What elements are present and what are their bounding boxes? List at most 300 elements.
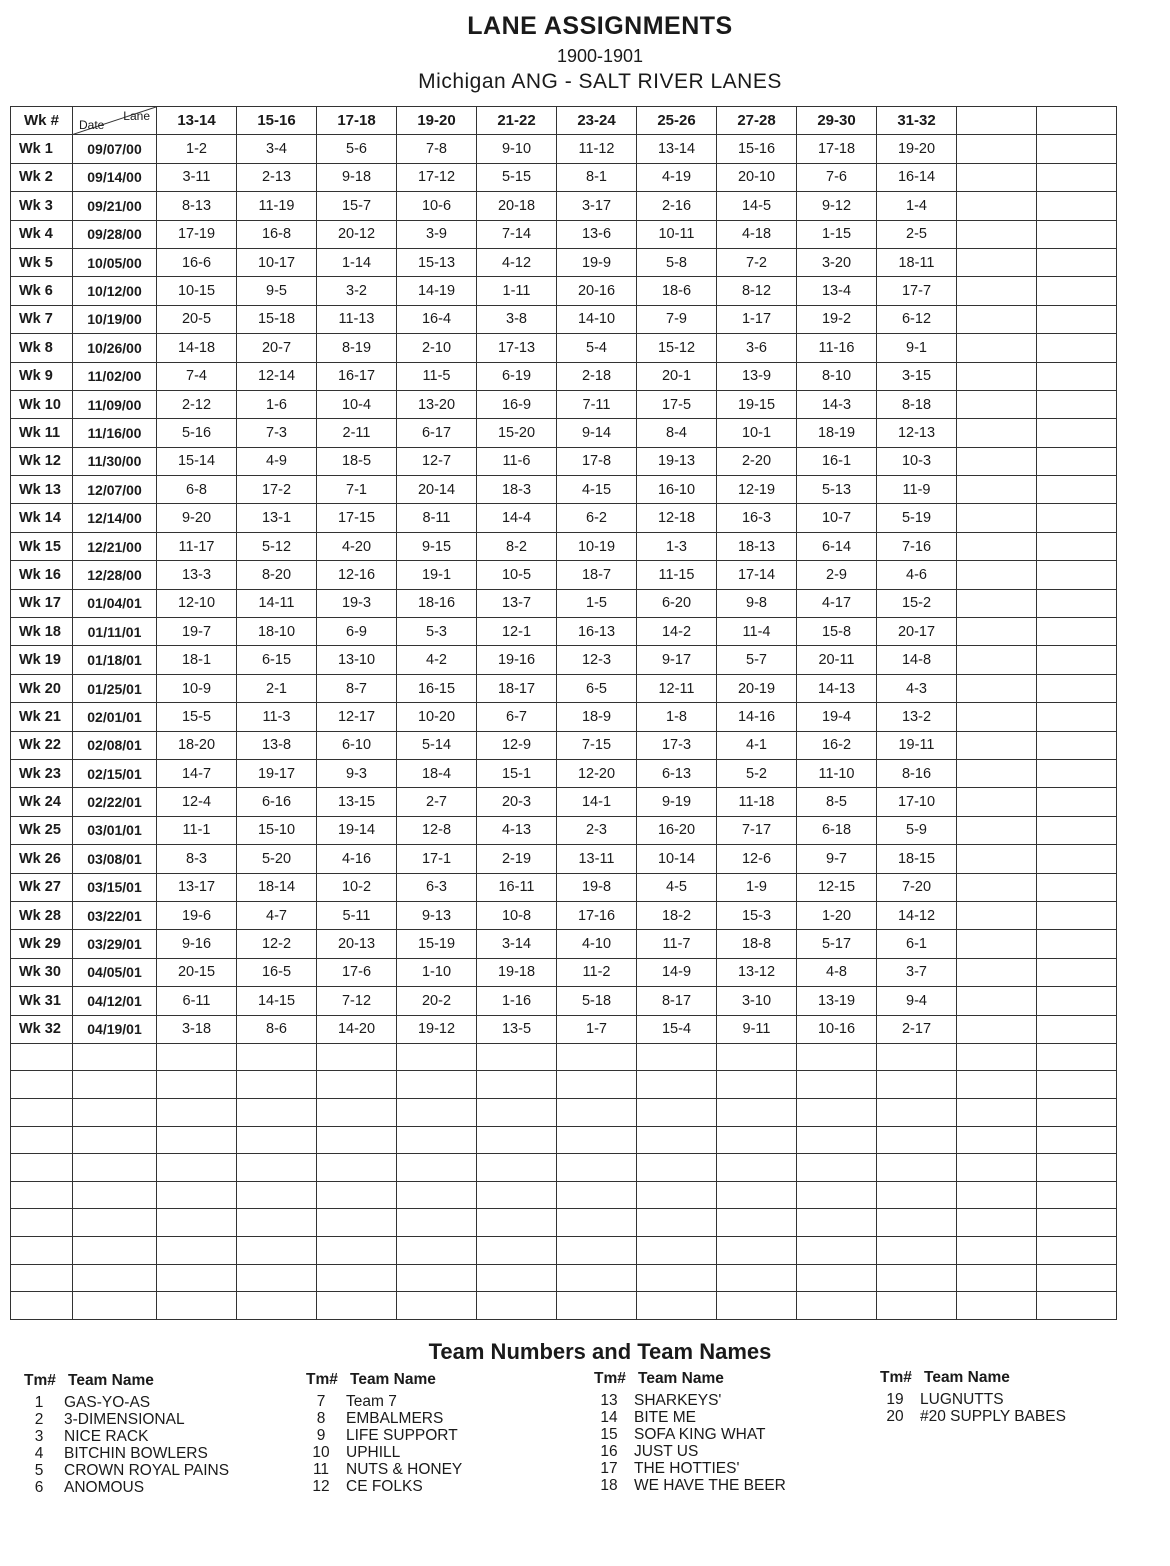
empty-cell xyxy=(797,1099,877,1127)
table-row xyxy=(11,1015,1117,1043)
matchup-cell: 9-13 xyxy=(397,901,477,929)
matchup-cell: 14-12 xyxy=(877,901,957,929)
date-cell: 03/15/01 xyxy=(73,873,157,901)
matchup-cell: 10-8 xyxy=(477,901,557,929)
empty-cell xyxy=(1037,1154,1117,1182)
matchup-cell: 10-16 xyxy=(797,1015,877,1043)
matchup-cell: 4-15 xyxy=(557,476,637,504)
matchup-cell: 7-2 xyxy=(717,248,797,276)
matchup-cell: 10-4 xyxy=(317,390,397,418)
matchup-cell: 16-6 xyxy=(157,248,237,276)
matchup-cell: 20-15 xyxy=(157,958,237,986)
matchup-cell: 19-9 xyxy=(557,248,637,276)
team-column xyxy=(880,1369,1066,1425)
week-cell: Wk 31 xyxy=(11,987,73,1015)
table-row xyxy=(11,220,1117,248)
team-name: WE HAVE THE BEER xyxy=(634,1477,786,1494)
team-number: 17 xyxy=(600,1460,618,1477)
matchup-cell: 19-8 xyxy=(557,873,637,901)
table-row xyxy=(11,646,1117,674)
empty-cell xyxy=(957,163,1037,191)
empty-header-cell xyxy=(1037,107,1117,135)
matchup-cell: 14-19 xyxy=(397,277,477,305)
week-cell: Wk 2 xyxy=(11,163,73,191)
empty-cell xyxy=(1037,759,1117,787)
empty-cell xyxy=(1037,220,1117,248)
empty-cell xyxy=(957,731,1037,759)
matchup-cell: 9-8 xyxy=(717,589,797,617)
date-cell: 10/05/00 xyxy=(73,248,157,276)
team-number: 4 xyxy=(34,1445,44,1462)
week-cell: Wk 17 xyxy=(11,589,73,617)
team-number: 8 xyxy=(316,1410,326,1427)
matchup-cell: 11-17 xyxy=(157,532,237,560)
empty-cell xyxy=(1037,532,1117,560)
matchup-cell: 17-8 xyxy=(557,447,637,475)
matchup-cell: 1-9 xyxy=(717,873,797,901)
matchup-cell: 1-10 xyxy=(397,958,477,986)
venue-label: Michigan ANG - SALT RIVER LANES xyxy=(418,70,782,93)
matchup-cell: 16-14 xyxy=(877,163,957,191)
matchup-cell: 13-3 xyxy=(157,561,237,589)
matchup-cell: 8-19 xyxy=(317,334,397,362)
matchup-cell: 18-7 xyxy=(557,561,637,589)
matchup-cell: 14-9 xyxy=(637,958,717,986)
empty-cell xyxy=(157,1209,237,1237)
empty-cell xyxy=(557,1181,637,1209)
date-cell: 03/01/01 xyxy=(73,816,157,844)
matchup-cell: 6-13 xyxy=(637,759,717,787)
matchup-cell: 19-16 xyxy=(477,646,557,674)
matchup-cell: 8-7 xyxy=(317,674,397,702)
date-cell: 09/14/00 xyxy=(73,163,157,191)
matchup-cell: 15-18 xyxy=(237,305,317,333)
empty-cell xyxy=(957,476,1037,504)
matchup-cell: 10-14 xyxy=(637,845,717,873)
empty-cell xyxy=(11,1237,73,1265)
team-name: LIFE SUPPORT xyxy=(346,1427,458,1444)
empty-cell xyxy=(957,1292,1037,1320)
empty-cell xyxy=(1037,1071,1117,1099)
empty-cell xyxy=(1037,646,1117,674)
week-cell: Wk 7 xyxy=(11,305,73,333)
team-number-header: Tm# xyxy=(880,1369,912,1386)
empty-cell xyxy=(1037,1043,1117,1071)
matchup-cell: 19-14 xyxy=(317,816,397,844)
empty-cell xyxy=(877,1099,957,1127)
empty-cell xyxy=(11,1126,73,1154)
team-list-item xyxy=(306,1393,462,1410)
matchup-cell: 14-10 xyxy=(557,305,637,333)
empty-cell xyxy=(957,1015,1037,1043)
lane-label: Lane xyxy=(123,109,150,123)
matchup-cell: 13-4 xyxy=(797,277,877,305)
team-name: Team 7 xyxy=(346,1393,397,1410)
matchup-cell: 7-12 xyxy=(317,987,397,1015)
empty-cell xyxy=(797,1126,877,1154)
team-number: 9 xyxy=(316,1427,326,1444)
matchup-cell: 7-15 xyxy=(557,731,637,759)
week-cell: Wk 6 xyxy=(11,277,73,305)
date-cell: 12/21/00 xyxy=(73,532,157,560)
empty-cell xyxy=(1037,192,1117,220)
matchup-cell: 7-17 xyxy=(717,816,797,844)
matchup-cell: 6-18 xyxy=(797,816,877,844)
matchup-cell: 10-5 xyxy=(477,561,557,589)
matchup-cell: 3-20 xyxy=(797,248,877,276)
empty-cell xyxy=(237,1099,317,1127)
matchup-cell: 15-10 xyxy=(237,816,317,844)
matchup-cell: 11-10 xyxy=(797,759,877,787)
empty-cell xyxy=(1037,1099,1117,1127)
matchup-cell: 1-7 xyxy=(557,1015,637,1043)
empty-cell xyxy=(1037,390,1117,418)
empty-cell xyxy=(557,1126,637,1154)
matchup-cell: 9-10 xyxy=(477,135,557,163)
lane-header: 17-18 xyxy=(317,107,397,135)
empty-cell xyxy=(877,1237,957,1265)
team-name: ANOMOUS xyxy=(64,1479,145,1496)
empty-cell xyxy=(957,1181,1037,1209)
empty-cell xyxy=(73,1237,157,1265)
empty-cell xyxy=(877,1043,957,1071)
empty-cell xyxy=(957,362,1037,390)
matchup-cell: 8-11 xyxy=(397,504,477,532)
matchup-cell: 9-19 xyxy=(637,788,717,816)
matchup-cell: 12-1 xyxy=(477,618,557,646)
matchup-cell: 4-6 xyxy=(877,561,957,589)
empty-cell xyxy=(1037,958,1117,986)
week-cell: Wk 32 xyxy=(11,1015,73,1043)
empty-cell xyxy=(397,1209,477,1237)
empty-cell xyxy=(957,816,1037,844)
date-cell: 01/04/01 xyxy=(73,589,157,617)
team-name: SOFA KING WHAT xyxy=(634,1426,766,1443)
empty-cell xyxy=(717,1264,797,1292)
table-row xyxy=(11,731,1117,759)
team-number: 3 xyxy=(34,1428,44,1445)
team-list-item xyxy=(24,1462,229,1479)
matchup-cell: 3-2 xyxy=(317,277,397,305)
lane-assignment-table xyxy=(10,106,1117,1320)
matchup-cell: 7-11 xyxy=(557,390,637,418)
empty-cell xyxy=(477,1071,557,1099)
empty-cell xyxy=(1037,419,1117,447)
matchup-cell: 3-17 xyxy=(557,192,637,220)
empty-cell xyxy=(397,1181,477,1209)
matchup-cell: 7-9 xyxy=(637,305,717,333)
date-cell: 11/30/00 xyxy=(73,447,157,475)
matchup-cell: 19-11 xyxy=(877,731,957,759)
table-row xyxy=(11,476,1117,504)
empty-cell xyxy=(477,1043,557,1071)
matchup-cell: 6-10 xyxy=(317,731,397,759)
week-cell: Wk 11 xyxy=(11,419,73,447)
matchup-cell: 12-14 xyxy=(237,362,317,390)
lane-header: 29-30 xyxy=(797,107,877,135)
matchup-cell: 4-17 xyxy=(797,589,877,617)
lane-header: 27-28 xyxy=(717,107,797,135)
empty-cell xyxy=(637,1099,717,1127)
matchup-cell: 6-16 xyxy=(237,788,317,816)
empty-cell xyxy=(11,1071,73,1099)
team-name: NUTS & HONEY xyxy=(346,1461,463,1478)
team-name: NICE RACK xyxy=(64,1428,149,1445)
matchup-cell: 14-5 xyxy=(717,192,797,220)
matchup-cell: 11-9 xyxy=(877,476,957,504)
matchup-cell: 13-8 xyxy=(237,731,317,759)
empty-cell xyxy=(11,1209,73,1237)
matchup-cell: 20-12 xyxy=(317,220,397,248)
empty-cell xyxy=(957,447,1037,475)
week-cell: Wk 12 xyxy=(11,447,73,475)
table-row xyxy=(11,305,1117,333)
matchup-cell: 19-2 xyxy=(797,305,877,333)
matchup-cell: 6-3 xyxy=(397,873,477,901)
week-cell: Wk 24 xyxy=(11,788,73,816)
matchup-cell: 5-13 xyxy=(797,476,877,504)
date-cell: 11/09/00 xyxy=(73,390,157,418)
matchup-cell: 10-9 xyxy=(157,674,237,702)
matchup-cell: 18-17 xyxy=(477,674,557,702)
empty-cell xyxy=(797,1071,877,1099)
matchup-cell: 7-3 xyxy=(237,419,317,447)
team-list-item xyxy=(880,1408,1066,1425)
matchup-cell: 17-19 xyxy=(157,220,237,248)
empty-cell xyxy=(797,1209,877,1237)
week-column-header: Wk # xyxy=(11,107,73,135)
week-cell: Wk 27 xyxy=(11,873,73,901)
empty-cell xyxy=(557,1264,637,1292)
empty-cell xyxy=(957,532,1037,560)
empty-cell xyxy=(1037,845,1117,873)
team-list-item xyxy=(594,1477,786,1494)
matchup-cell: 17-3 xyxy=(637,731,717,759)
matchup-cell: 3-10 xyxy=(717,987,797,1015)
date-cell: 10/19/00 xyxy=(73,305,157,333)
empty-cell xyxy=(1037,561,1117,589)
matchup-cell: 15-2 xyxy=(877,589,957,617)
matchup-cell: 18-1 xyxy=(157,646,237,674)
matchup-cell: 19-3 xyxy=(317,589,397,617)
team-number: 6 xyxy=(34,1479,44,1496)
table-row xyxy=(11,901,1117,929)
matchup-cell: 3-4 xyxy=(237,135,317,163)
matchup-cell: 2-20 xyxy=(717,447,797,475)
matchup-cell: 11-19 xyxy=(237,192,317,220)
week-cell: Wk 3 xyxy=(11,192,73,220)
matchup-cell: 12-13 xyxy=(877,419,957,447)
date-cell: 12/28/00 xyxy=(73,561,157,589)
matchup-cell: 5-18 xyxy=(557,987,637,1015)
team-column xyxy=(306,1371,462,1495)
empty-cell xyxy=(1037,277,1117,305)
matchup-cell: 4-12 xyxy=(477,248,557,276)
empty-cell xyxy=(957,1043,1037,1071)
matchup-cell: 14-15 xyxy=(237,987,317,1015)
empty-cell xyxy=(73,1154,157,1182)
empty-cell xyxy=(1037,901,1117,929)
empty-cell xyxy=(73,1071,157,1099)
team-column-header xyxy=(306,1371,462,1393)
team-name: UPHILL xyxy=(346,1444,401,1461)
matchup-cell: 15-3 xyxy=(717,901,797,929)
empty-cell xyxy=(957,561,1037,589)
empty-cell xyxy=(717,1209,797,1237)
team-name: JUST US xyxy=(634,1443,699,1460)
table-row xyxy=(11,334,1117,362)
matchup-cell: 6-17 xyxy=(397,419,477,447)
matchup-cell: 13-11 xyxy=(557,845,637,873)
team-number: 13 xyxy=(600,1392,618,1409)
matchup-cell: 11-1 xyxy=(157,816,237,844)
table-row xyxy=(11,532,1117,560)
team-name: GAS-YO-AS xyxy=(64,1394,151,1411)
table-row xyxy=(11,447,1117,475)
matchup-cell: 5-14 xyxy=(397,731,477,759)
matchup-cell: 5-12 xyxy=(237,532,317,560)
empty-cell xyxy=(1037,674,1117,702)
week-cell: Wk 20 xyxy=(11,674,73,702)
matchup-cell: 18-20 xyxy=(157,731,237,759)
team-number: 12 xyxy=(312,1478,330,1495)
matchup-cell: 1-17 xyxy=(717,305,797,333)
matchup-cell: 14-18 xyxy=(157,334,237,362)
matchup-cell: 1-6 xyxy=(237,390,317,418)
matchup-cell: 9-17 xyxy=(637,646,717,674)
matchup-cell: 9-18 xyxy=(317,163,397,191)
empty-cell xyxy=(1037,248,1117,276)
matchup-cell: 1-11 xyxy=(477,277,557,305)
date-cell: 04/12/01 xyxy=(73,987,157,1015)
matchup-cell: 13-19 xyxy=(797,987,877,1015)
team-list-item xyxy=(24,1411,229,1428)
matchup-cell: 19-20 xyxy=(877,135,957,163)
matchup-cell: 11-4 xyxy=(717,618,797,646)
matchup-cell: 5-7 xyxy=(717,646,797,674)
team-name-header: Team Name xyxy=(924,1369,1010,1386)
table-row xyxy=(11,788,1117,816)
matchup-cell: 8-13 xyxy=(157,192,237,220)
team-name-header: Team Name xyxy=(638,1370,724,1387)
empty-cell xyxy=(877,1264,957,1292)
matchup-cell: 8-5 xyxy=(797,788,877,816)
team-number-header: Tm# xyxy=(306,1371,338,1388)
team-list-item xyxy=(880,1391,1066,1408)
matchup-cell: 8-17 xyxy=(637,987,717,1015)
empty-cell xyxy=(637,1071,717,1099)
matchup-cell: 18-15 xyxy=(877,845,957,873)
matchup-cell: 12-18 xyxy=(637,504,717,532)
matchup-cell: 17-5 xyxy=(637,390,717,418)
table-row xyxy=(11,362,1117,390)
team-column xyxy=(594,1370,786,1494)
lane-header: 13-14 xyxy=(157,107,237,135)
matchup-cell: 10-7 xyxy=(797,504,877,532)
matchup-cell: 16-4 xyxy=(397,305,477,333)
matchup-cell: 4-13 xyxy=(477,816,557,844)
matchup-cell: 15-1 xyxy=(477,759,557,787)
matchup-cell: 13-1 xyxy=(237,504,317,532)
empty-cell xyxy=(1037,589,1117,617)
matchup-cell: 9-3 xyxy=(317,759,397,787)
blank-row xyxy=(11,1126,1117,1154)
week-cell: Wk 4 xyxy=(11,220,73,248)
matchup-cell: 5-11 xyxy=(317,901,397,929)
empty-cell xyxy=(1037,163,1117,191)
empty-cell xyxy=(477,1181,557,1209)
week-cell: Wk 8 xyxy=(11,334,73,362)
matchup-cell: 5-19 xyxy=(877,504,957,532)
empty-cell xyxy=(1037,788,1117,816)
empty-cell xyxy=(317,1154,397,1182)
week-cell: Wk 26 xyxy=(11,845,73,873)
empty-cell xyxy=(397,1099,477,1127)
week-cell: Wk 9 xyxy=(11,362,73,390)
date-cell: 12/14/00 xyxy=(73,504,157,532)
empty-cell xyxy=(11,1292,73,1320)
matchup-cell: 8-10 xyxy=(797,362,877,390)
empty-cell xyxy=(397,1126,477,1154)
week-cell: Wk 5 xyxy=(11,248,73,276)
matchup-cell: 3-7 xyxy=(877,958,957,986)
team-number: 5 xyxy=(34,1462,44,1479)
team-number: 19 xyxy=(886,1391,904,1408)
matchup-cell: 17-14 xyxy=(717,561,797,589)
empty-cell xyxy=(317,1292,397,1320)
matchup-cell: 16-8 xyxy=(237,220,317,248)
team-list-item xyxy=(594,1443,786,1460)
empty-cell xyxy=(797,1043,877,1071)
matchup-cell: 17-7 xyxy=(877,277,957,305)
empty-cell xyxy=(957,248,1037,276)
empty-cell xyxy=(157,1099,237,1127)
empty-cell xyxy=(237,1264,317,1292)
matchup-cell: 9-16 xyxy=(157,930,237,958)
empty-cell xyxy=(957,759,1037,787)
matchup-cell: 11-2 xyxy=(557,958,637,986)
matchup-cell: 6-8 xyxy=(157,476,237,504)
empty-cell xyxy=(1037,1126,1117,1154)
matchup-cell: 13-17 xyxy=(157,873,237,901)
matchup-cell: 12-10 xyxy=(157,589,237,617)
team-column-header xyxy=(594,1370,786,1392)
matchup-cell: 12-11 xyxy=(637,674,717,702)
empty-cell xyxy=(1037,1181,1117,1209)
empty-cell xyxy=(557,1209,637,1237)
matchup-cell: 6-2 xyxy=(557,504,637,532)
date-cell: 04/19/01 xyxy=(73,1015,157,1043)
week-cell: Wk 13 xyxy=(11,476,73,504)
blank-row xyxy=(11,1264,1117,1292)
table-row xyxy=(11,703,1117,731)
lane-header: 15-16 xyxy=(237,107,317,135)
empty-cell xyxy=(317,1181,397,1209)
matchup-cell: 6-19 xyxy=(477,362,557,390)
team-list-item xyxy=(24,1428,229,1445)
matchup-cell: 4-8 xyxy=(797,958,877,986)
team-name: CE FOLKS xyxy=(346,1478,423,1495)
team-name: SHARKEYS' xyxy=(634,1392,722,1409)
table-row xyxy=(11,759,1117,787)
matchup-cell: 5-16 xyxy=(157,419,237,447)
matchup-cell: 8-1 xyxy=(557,163,637,191)
matchup-cell: 15-4 xyxy=(637,1015,717,1043)
matchup-cell: 9-7 xyxy=(797,845,877,873)
matchup-cell: 14-4 xyxy=(477,504,557,532)
empty-cell xyxy=(397,1154,477,1182)
empty-cell xyxy=(957,419,1037,447)
